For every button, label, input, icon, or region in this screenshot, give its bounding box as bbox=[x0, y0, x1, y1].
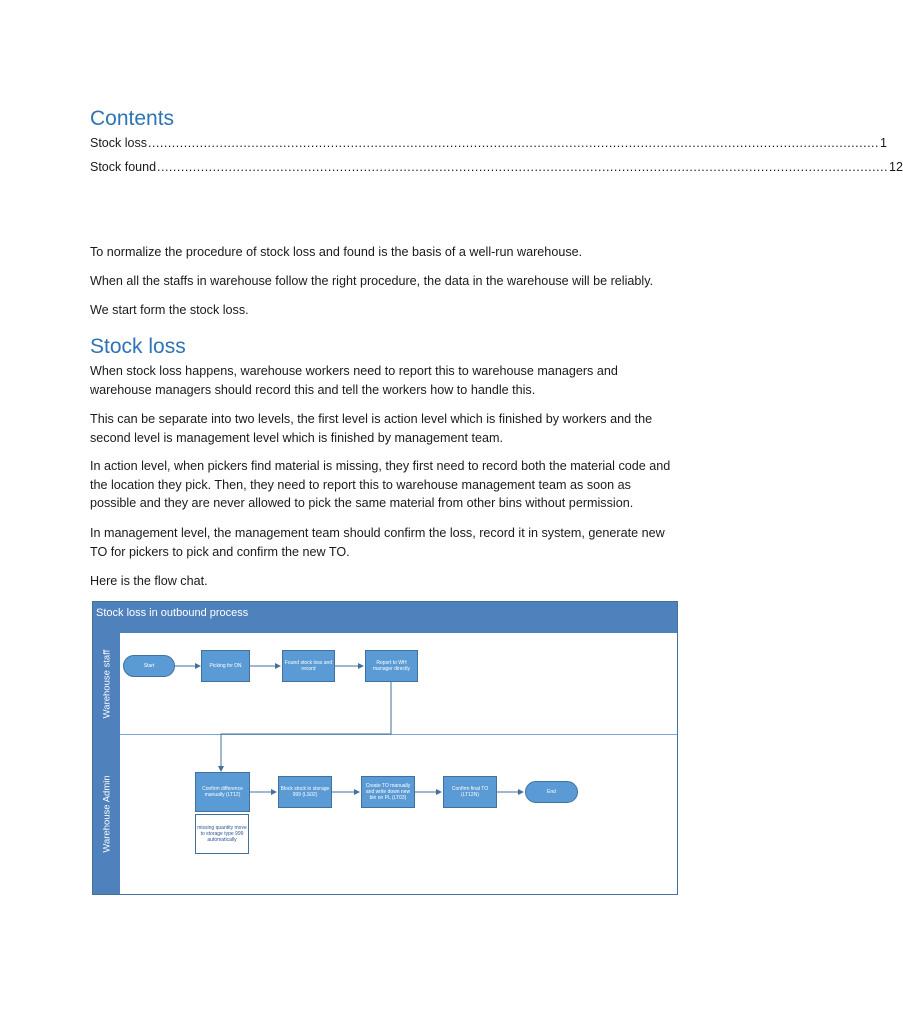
toc-label: Stock found bbox=[90, 160, 157, 174]
contents-heading: Contents bbox=[90, 107, 175, 130]
toc-label: Stock loss bbox=[90, 136, 147, 150]
flowchart-connectors bbox=[93, 602, 677, 894]
toc-leader: ........................................................................................................................................................................................ bbox=[157, 160, 889, 174]
body-paragraph: In management level, the management team should confirm the loss, record it in system, generate new TO for pickers to pick and confirm the new TO. bbox=[90, 526, 665, 559]
toc-page-number: 12 bbox=[889, 160, 903, 174]
create-to-node: Create TO manually and write down new bin on PL (LT03) bbox=[361, 776, 415, 808]
lane-label-admin: Warehouse Admin bbox=[93, 734, 120, 894]
picking-node: Picking for DN bbox=[201, 650, 250, 682]
found-loss-node: Found stock loss and record bbox=[282, 650, 335, 682]
end-node: End bbox=[525, 781, 578, 803]
confirm-difference-node: Confirm difference manually (LT12) bbox=[195, 772, 250, 812]
body-paragraph: This can be separate into two levels, the first level is action level which is finished by workers and the second level is management level which is finished by management team. bbox=[90, 412, 653, 445]
flowchart-title: Stock loss in outbound process bbox=[93, 602, 677, 633]
body-paragraph: In action level, when pickers find material is missing, they first need to record both the material code and the location they pick. Then, they need to report this to warehouse management team as soon as possible and they are never allowed to pick the same material from other bins without permission. bbox=[90, 459, 671, 510]
body-paragraph: Here is the flow chat. bbox=[90, 574, 208, 588]
block-stock-node: Block stock in storage 999 (LS02) bbox=[278, 776, 332, 808]
toc-page-number: 1 bbox=[879, 136, 887, 150]
section-heading: Stock loss bbox=[90, 335, 186, 358]
toc-leader: ........................................................................................................................................................................................ bbox=[147, 136, 879, 150]
flowchart bbox=[92, 601, 678, 895]
toc-entry-stock-found[interactable] bbox=[90, 160, 903, 178]
start-node: Start bbox=[123, 655, 175, 677]
toc-entry-stock-loss[interactable] bbox=[90, 136, 887, 154]
intro-paragraph: When all the staffs in warehouse follow the right procedure, the data in the warehouse will be reliably. bbox=[90, 274, 654, 288]
confirm-final-to-node: Confirm final TO (LT12N) bbox=[443, 776, 497, 808]
lane-label-staff: Warehouse staff bbox=[93, 633, 120, 734]
report-node: Report to WH manager directly bbox=[365, 650, 418, 682]
note-node: missing quantity move to storage type 999 automatically bbox=[195, 814, 249, 854]
intro-paragraph: To normalize the procedure of stock loss and found is the basis of a well-run warehouse. bbox=[90, 245, 583, 259]
intro-paragraph: We start form the stock loss. bbox=[90, 303, 249, 317]
body-paragraph: When stock loss happens, warehouse workers need to report this to warehouse managers and warehouse managers should record this and tell the workers how to handle this. bbox=[90, 364, 618, 397]
